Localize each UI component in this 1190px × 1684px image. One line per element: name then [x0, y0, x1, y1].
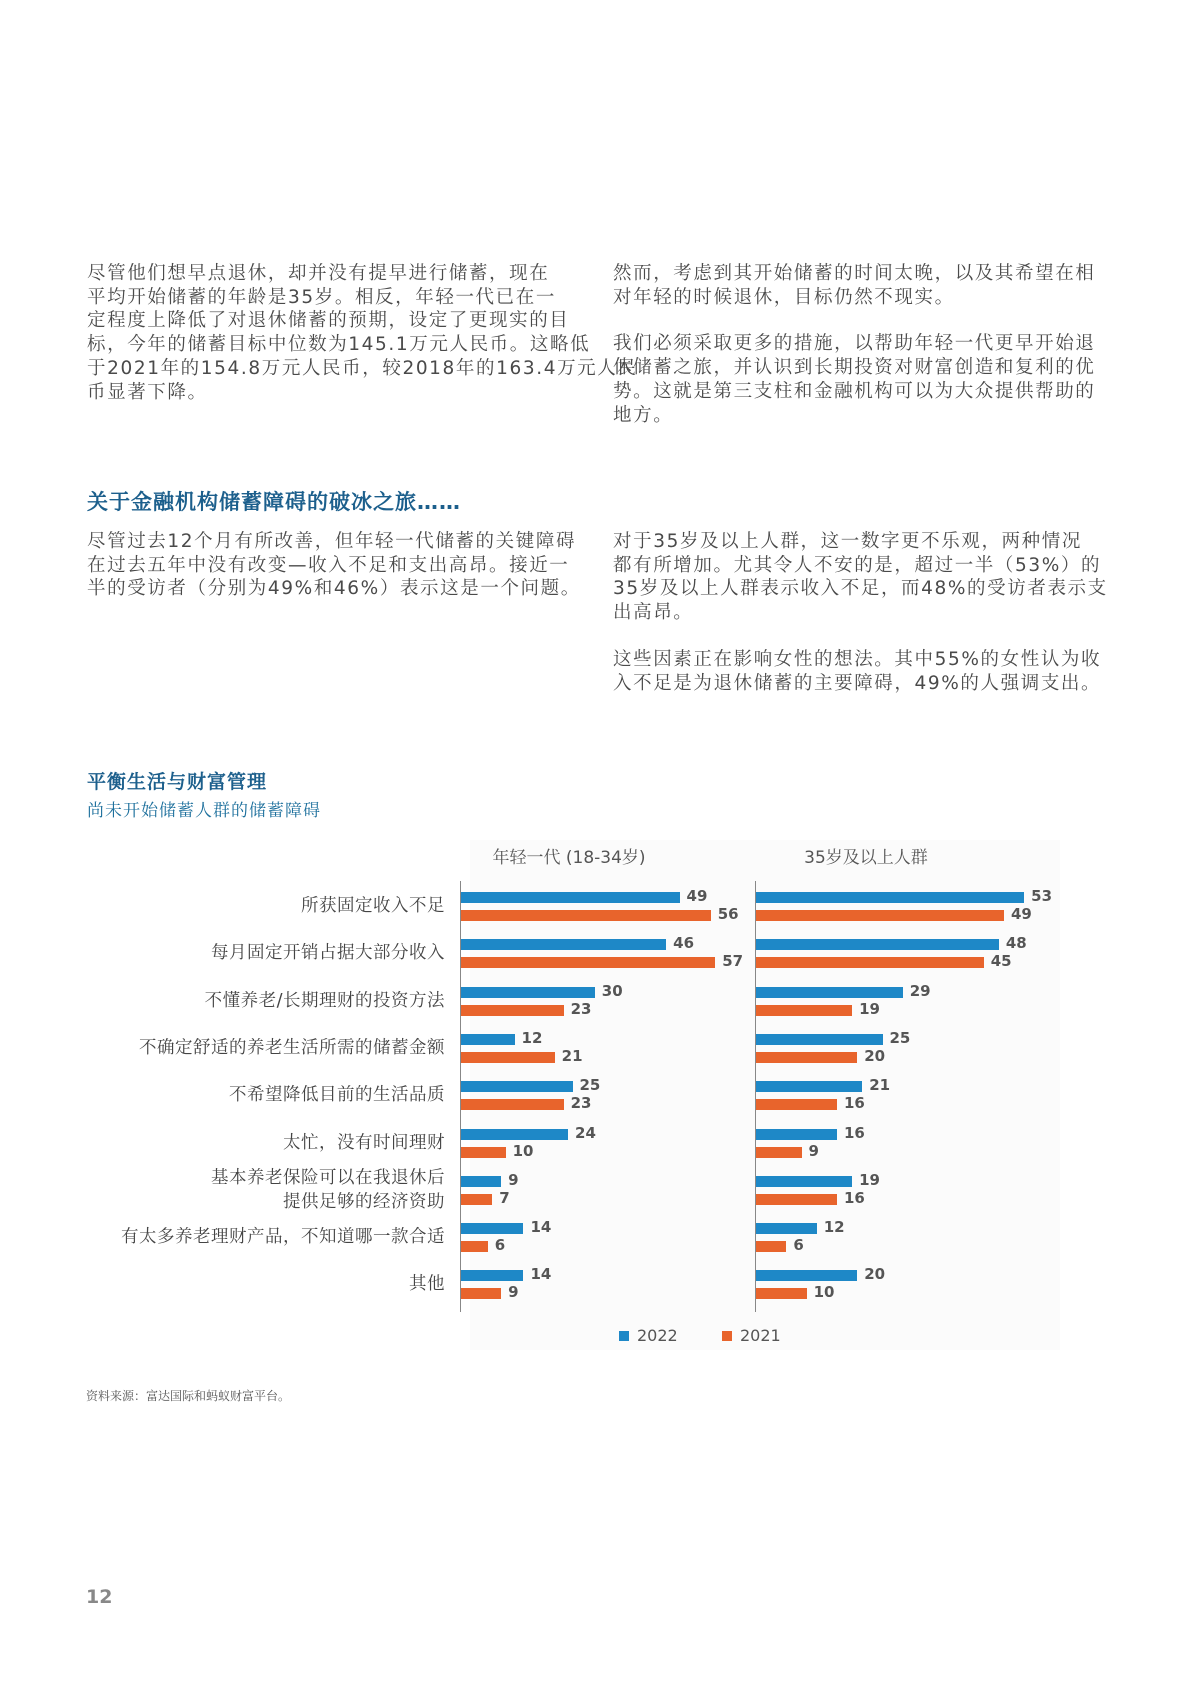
text-line: 然而，考虑到其开始储蓄的时间太晚，以及其希望在相	[613, 263, 1096, 284]
legend-swatch-2021	[722, 1331, 732, 1341]
bar-2022	[461, 939, 666, 950]
bar-2022	[461, 1129, 568, 1140]
value-label-2022: 49	[686, 887, 708, 905]
value-label-2022: 24	[575, 1123, 596, 1142]
bar-2021	[756, 1288, 807, 1299]
bar-2022	[461, 1034, 515, 1045]
text-line: 对于35岁及以上人群，这一数字更不乐观，两种情况	[613, 531, 1082, 552]
paragraph	[613, 648, 1123, 695]
text-line: 于2021年的154.8万元人民币，较2018年的163.4万元人民	[87, 357, 638, 379]
value-label-2022: 14	[530, 1265, 552, 1284]
source-note: 资料来源：富达国际和蚂蚁财富平台。	[86, 1389, 291, 1403]
value-label-2022: 46	[673, 934, 695, 953]
value-label-2022: 30	[601, 981, 623, 1000]
intro-left-column	[87, 262, 638, 427]
bar-2021	[756, 1099, 837, 1110]
category-label: 不确定舒适的养老生活所需的储蓄金额	[139, 1037, 445, 1058]
bar-2022	[756, 1081, 862, 1092]
bar-2021	[461, 1147, 506, 1158]
paragraph	[87, 530, 597, 601]
text-line: 平均开始储蓄的年龄是35岁。相反，年轻一代已在一	[87, 286, 556, 308]
category-label: 太忙，没有时间理财	[283, 1132, 445, 1153]
value-label-2022: 16	[843, 1123, 865, 1142]
bar-2022	[756, 1176, 852, 1187]
bar-2021	[756, 1052, 857, 1063]
bar-2021	[461, 1052, 555, 1063]
paragraph	[613, 262, 1123, 309]
value-label-2021: 23	[570, 999, 592, 1018]
category-label: 其他	[409, 1274, 445, 1295]
bar-2022	[461, 1223, 523, 1234]
legend-2022	[619, 1326, 678, 1345]
bar-2021	[461, 1241, 488, 1252]
text-line: 币显著下降。	[87, 381, 208, 403]
text-line: 定程度上降低了对退休储蓄的预期，设定了更现实的目	[87, 310, 570, 332]
paragraph	[613, 332, 1123, 427]
legend-label-2022: 2022	[637, 1326, 678, 1345]
panel-title-35plus: 35岁及以上人群	[804, 848, 928, 868]
bar-2022	[461, 987, 595, 998]
value-label-2022: 20	[864, 1265, 886, 1284]
value-label-2022: 9	[508, 1170, 519, 1189]
bar-2021	[461, 1194, 492, 1205]
value-label-2022: 25	[579, 1076, 601, 1095]
bar-2022	[756, 892, 1024, 903]
value-label-2021: 49	[1010, 905, 1032, 923]
section-right-column	[613, 530, 1123, 718]
value-label-2022: 29	[909, 981, 931, 1000]
value-label-2021: 6	[494, 1236, 506, 1255]
bar-2021	[461, 957, 715, 968]
bar-2021	[461, 1099, 564, 1110]
bar-2021	[756, 910, 1004, 921]
section-heading: 关于金融机构储蓄障碍的破冰之旅……	[87, 490, 461, 514]
panel-title-young: 年轻一代 (18-34岁)	[492, 848, 646, 868]
value-label-2021: 56	[717, 905, 739, 923]
chart-subtitle: 尚未开始储蓄人群的储蓄障碍	[87, 801, 321, 821]
value-label-2021: 21	[561, 1046, 583, 1065]
value-label-2021: 16	[843, 1188, 865, 1207]
value-label-2022: 14	[530, 1218, 552, 1237]
category-label: 每月固定开销占据大部分收入	[211, 943, 445, 964]
bar-2021	[756, 1147, 802, 1158]
value-label-2022: 53	[1031, 887, 1053, 905]
legend-label-2021: 2021	[740, 1326, 781, 1345]
bar-2022	[461, 892, 680, 903]
value-label-2021: 9	[508, 1283, 519, 1302]
category-label: 基本养老保险可以在我退休后 提供足够的经济资助	[211, 1167, 445, 1212]
value-label-2021: 19	[859, 999, 880, 1018]
text-line: 在过去五年中没有改变—收入不足和支出高昂。接近一	[87, 554, 570, 576]
bar-2022	[756, 1129, 837, 1140]
value-label-2022: 25	[889, 1028, 911, 1047]
text-line: 入不足是为退休储蓄的主要障碍，49%的人强调支出。	[613, 672, 1102, 694]
bar-2022	[461, 1081, 573, 1092]
value-label-2021: 16	[843, 1094, 865, 1113]
section-left-column	[87, 530, 597, 624]
legend-swatch-2022	[619, 1331, 629, 1341]
text-line: 半的受访者（分别为49%和46%）表示这是一个问题。	[87, 578, 581, 600]
text-line: 我们必须采取更多的措施，以帮助年轻一代更早开始退	[613, 333, 1096, 355]
bar-2021	[756, 1194, 837, 1205]
bar-2022	[461, 1176, 501, 1187]
intro-right-column	[613, 262, 1123, 450]
bar-2022	[756, 987, 903, 998]
bar-2022	[756, 1034, 883, 1045]
legend-2021	[722, 1326, 781, 1345]
value-label-2021: 20	[864, 1046, 886, 1065]
chart-title: 平衡生活与财富管理	[87, 771, 268, 793]
text-line: 尽管过去12个月有所改善，但年轻一代储蓄的关键障碍	[87, 531, 577, 552]
bar-2021	[756, 1005, 852, 1016]
value-label-2021: 45	[990, 952, 1012, 971]
text-line: 尽管他们想早点退休，却并没有提早进行储蓄，现在	[87, 263, 550, 284]
bar-2021	[461, 1005, 564, 1016]
bar-2022	[756, 1223, 817, 1234]
text-line: 35岁及以上人群表示收入不足，而48%的受访者表示支	[613, 578, 1108, 600]
bar-2021	[461, 1288, 501, 1299]
value-label-2022: 12	[823, 1218, 845, 1237]
text-line: 势。这就是第三支柱和金融机构可以为大众提供帮助的	[613, 380, 1096, 402]
text-line: 休储蓄之旅，并认识到长期投资对财富创造和复利的优	[613, 357, 1096, 379]
paragraph	[87, 262, 638, 404]
value-label-2021: 9	[808, 1141, 819, 1160]
text-line: 出高昂。	[613, 602, 694, 624]
text-line: 地方。	[613, 404, 674, 426]
category-label: 所获固定收入不足	[301, 896, 445, 916]
bar-2022	[756, 1270, 857, 1281]
value-label-2021: 23	[570, 1094, 592, 1113]
value-label-2021: 10	[813, 1283, 835, 1302]
value-label-2021: 57	[722, 952, 744, 971]
text-line: 都有所增加。尤其令人不安的是，超过一半（53%）的	[613, 554, 1102, 576]
bar-2021	[461, 910, 711, 921]
value-label-2021: 7	[499, 1188, 510, 1207]
category-label: 不懂养老/长期理财的投资方法	[204, 990, 445, 1011]
bar-2022	[461, 1270, 523, 1281]
text-line: 对年轻的时候退休，目标仍然不现实。	[613, 286, 955, 308]
category-label: 有太多养老理财产品，不知道哪一款合适	[121, 1227, 445, 1248]
text-line: 这些因素正在影响女性的想法。其中55%的女性认为收	[613, 648, 1102, 670]
category-label: 不希望降低目前的生活品质	[229, 1085, 445, 1106]
value-label-2022: 48	[1005, 934, 1027, 953]
paragraph	[613, 530, 1123, 625]
bar-2021	[756, 1241, 786, 1252]
value-label-2022: 12	[521, 1028, 543, 1047]
bar-2022	[756, 939, 999, 950]
bar-2021	[756, 957, 984, 968]
value-label-2022: 19	[859, 1170, 880, 1189]
value-label-2022: 21	[869, 1076, 891, 1095]
value-label-2021: 10	[512, 1141, 534, 1160]
text-line: 标，今年的储蓄目标中位数为145.1万元人民币。这略低	[87, 334, 591, 356]
value-label-2021: 6	[793, 1236, 804, 1255]
page-number: 12	[86, 1586, 113, 1608]
